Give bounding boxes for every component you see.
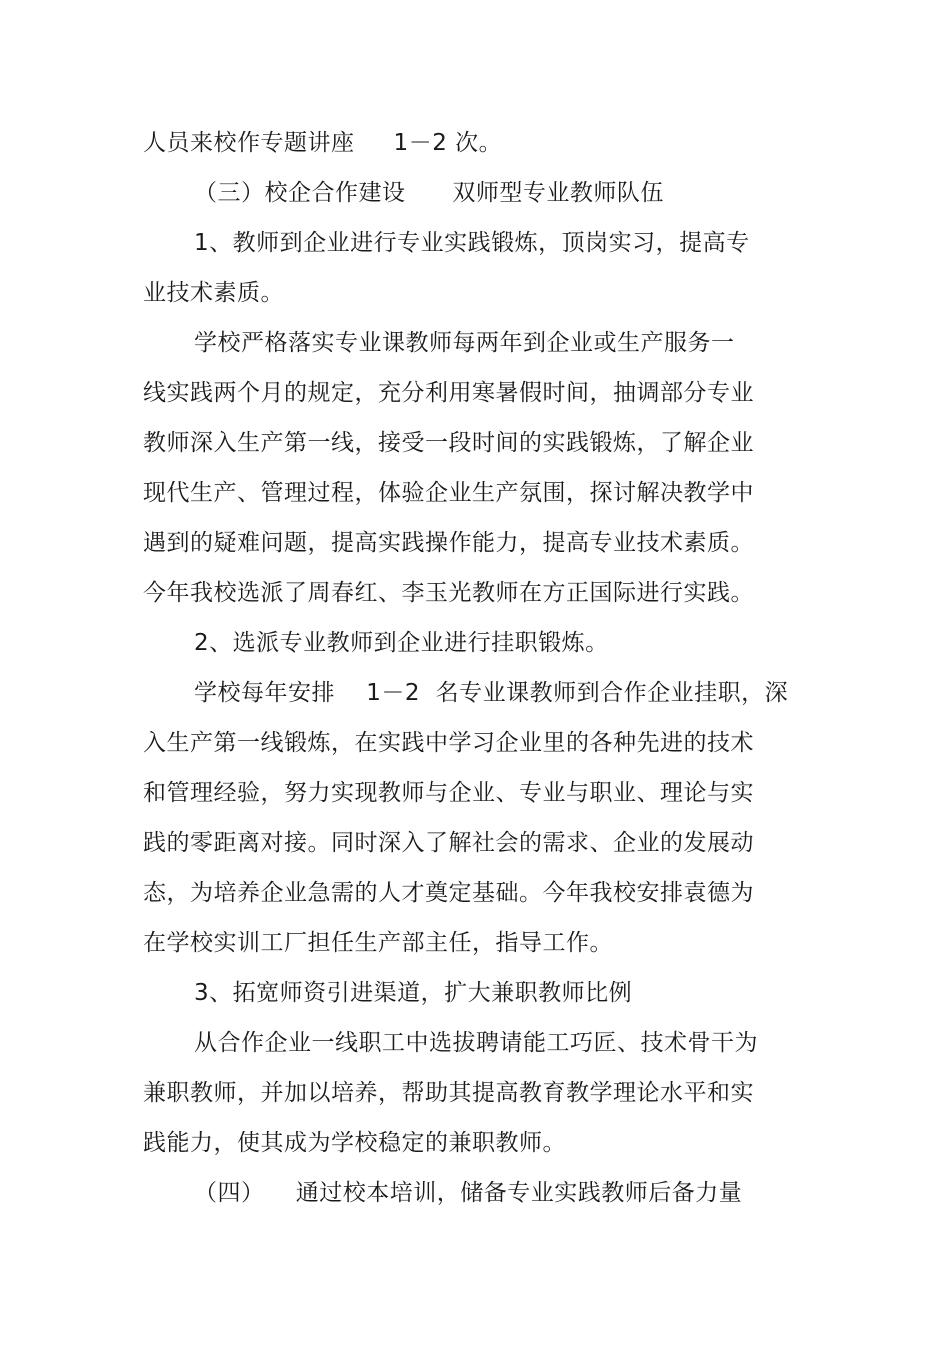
text-line: 入生产第一线锻炼，在实践中学习企业里的各种先进的技术 xyxy=(143,730,754,756)
text-line: 践能力，使其成为学校稳定的兼职教师。 xyxy=(143,1130,566,1156)
item-heading: 3、拓宽师资引进渠道，扩大兼职教师比例 xyxy=(194,980,633,1006)
text-line: 在学校实训工厂担任生产部主任，指导工作。 xyxy=(143,930,613,956)
section-heading: （三）校企合作建设 双师型专业教师队伍 xyxy=(194,180,664,206)
text-line: 教师深入生产第一线，接受一段时间的实践锻炼，了解企业 xyxy=(143,430,754,456)
text-line: 践的零距离对接。同时深入了解社会的需求、企业的发展动 xyxy=(143,830,754,856)
item-heading: 2、选派专业教师到企业进行挂职锻炼。 xyxy=(194,630,609,656)
text-line: 兼职教师，并加以培养，帮助其提高教育教学理论水平和实 xyxy=(143,1080,754,1106)
paragraph-first-line: 学校每年安排 1－2 名专业课教师到合作企业挂职，深 xyxy=(194,680,789,706)
text-line: 现代生产、管理过程，体验企业生产氛围，探讨解决教学中 xyxy=(143,480,754,506)
text-line: 遇到的疑难问题，提高实践操作能力，提高专业技术素质。 xyxy=(143,530,754,556)
paragraph-first-line: 从合作企业一线职工中选拔聘请能工巧匠、技术骨干为 xyxy=(194,1030,758,1056)
text-line: 和管理经验，努力实现教师与企业、专业与职业、理论与实 xyxy=(143,780,754,806)
section-heading: （四） 通过校本培训，储备专业实践教师后备力量 xyxy=(194,1180,743,1206)
text-line: 线实践两个月的规定，充分利用寒暑假时间，抽调部分专业 xyxy=(143,380,754,406)
text-line: 态，为培养企业急需的人才奠定基础。今年我校安排袁德为 xyxy=(143,880,754,906)
text-line: 今年我校选派了周春红、李玉光教师在方正国际进行实践。 xyxy=(143,580,754,606)
text-line: 业技术素质。 xyxy=(143,280,284,306)
item-heading: 1、教师到企业进行专业实践锻炼，顶岗实习，提高专 xyxy=(194,230,750,256)
text-line: 人员来校作专题讲座 1－2 次。 xyxy=(143,130,503,156)
paragraph-first-line: 学校严格落实专业课教师每两年到企业或生产服务一 xyxy=(194,330,735,356)
